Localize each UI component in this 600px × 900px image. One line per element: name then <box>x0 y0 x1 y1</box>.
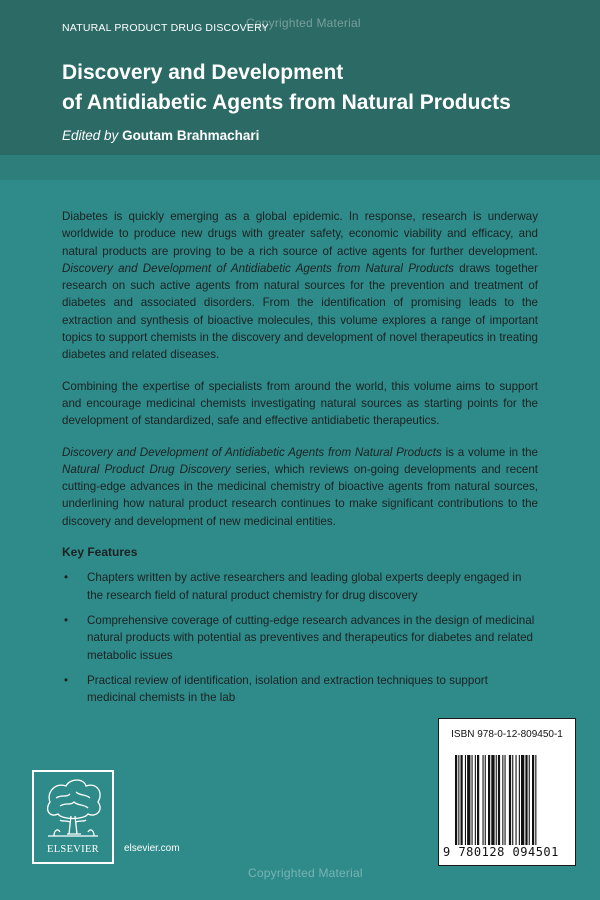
blurb-paragraph-3 <box>62 444 538 530</box>
book-title <box>62 58 582 118</box>
title-line-2: of Antidiabetic Agents from Natural Products <box>62 91 511 114</box>
header-separator-band <box>0 155 600 180</box>
blurb-paragraph-2: Combining the expertise of specialists from around the world, this volume aims to support and encourage medicinal chemists investigating natural sources as starting points for the development of standardized, safe and effective antidiabetic therapeutics. <box>62 379 538 428</box>
p3-series-name: Natural Product Drug Discovery <box>62 462 231 476</box>
p1-text-b: draws together research on such active agents from natural sources for the prevention and treatment of diabetes and associated disorders. From the identification of promising leads to the extraction and synthesis of bioactive molecules, this volume explores a range of important topics to support chemists in the discovery and development of novel therapeutics in treating diabetes and related diseases. <box>62 261 538 362</box>
bullet-icon: • <box>64 673 69 687</box>
p1-text-a: Diabetes is quickly emerging as a global epidemic. In response, research is underway worldwide to produce new drugs with greater safety, economic viability and efficacy, and natural products are proving to be a rich source of active agents for further development. <box>62 210 538 258</box>
key-features-list <box>62 569 538 706</box>
editor-prefix: Edited by <box>62 128 119 143</box>
watermark-top: Copyrighted Material <box>246 16 361 30</box>
barcode-digits: 9 780128 094501 <box>443 845 559 859</box>
p3-book-title: Discovery and Development of Antidiabetic Agents from Natural Products <box>62 445 442 459</box>
p1-book-title: Discovery and Development of Antidiabetic Agents from Natural Products <box>62 261 454 275</box>
bullet-icon: • <box>64 613 69 627</box>
blurb-paragraph-1 <box>62 208 538 364</box>
barcode-icon <box>455 755 567 845</box>
feature-text: Practical review of identification, isolation and extraction techniques to support medicinal chemists in the lab <box>87 673 488 705</box>
series-name: NATURAL PRODUCT DRUG DISCOVERY <box>62 22 269 34</box>
isbn-label: ISBN 978-0-12-809450-1 <box>451 729 563 740</box>
elsevier-logo <box>32 770 114 864</box>
p3-text-b: series, which reviews on-going developments and recent cutting-edge advances in the medicinal chemistry of bioactive agents from natural sources, underlining how natural product research continues to make significant contributions to the discovery and development of new medicinal entities. <box>62 462 538 528</box>
title-line-1: Discovery and Development <box>62 61 344 84</box>
bullet-icon: • <box>64 571 69 585</box>
watermark-bottom: Copyrighted Material <box>248 866 363 880</box>
p3-text-a: is a volume in the <box>441 445 538 459</box>
isbn-barcode <box>438 718 576 866</box>
editor-line <box>62 128 259 143</box>
cover-header <box>0 0 600 155</box>
blurb <box>62 208 538 714</box>
editor-name: Goutam Brahmachari <box>122 128 260 143</box>
publisher-website: elsevier.com <box>124 843 180 854</box>
key-features-title: Key Features <box>62 545 138 560</box>
feature-item <box>62 672 538 707</box>
feature-text: Comprehensive coverage of cutting-edge research advances in the design of medicinal natural products with potential as preventives and therapeutics for diabetes and related metabolic issues <box>87 613 535 662</box>
publisher-name: ELSEVIER <box>47 844 99 855</box>
feature-text: Chapters written by active researchers and leading global experts deeply engaged in the research field of natural product chemistry for drug discovery <box>87 571 522 602</box>
feature-item <box>62 569 538 604</box>
feature-item <box>62 612 538 664</box>
elsevier-tree-icon <box>40 776 106 842</box>
